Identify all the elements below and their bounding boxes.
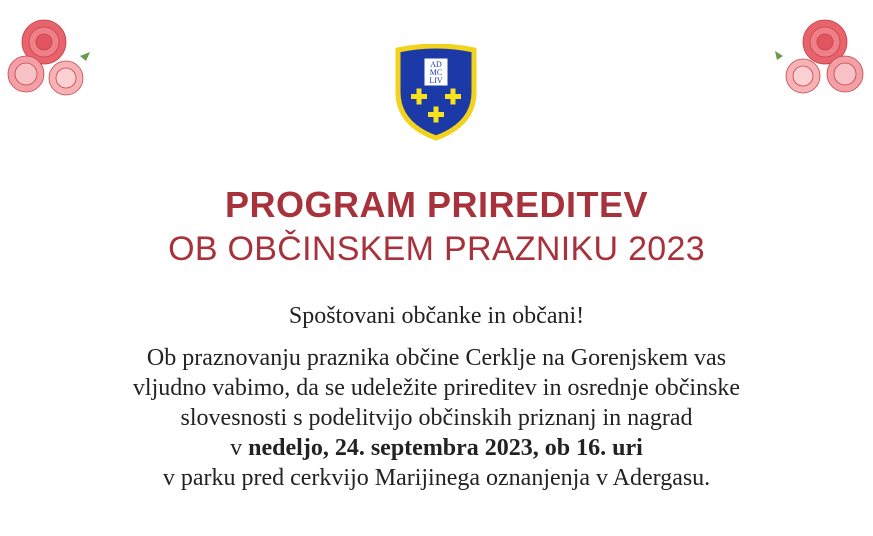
municipal-coat-of-arms-icon [394,44,478,142]
crest-text-line: AD [430,60,442,69]
invitation-line: Ob praznovanju praznika občine Cerklje na Gorenjskem vas [146,345,727,371]
crest-text-line: LIV [429,76,443,85]
greeting-text: Spoštovani občanke in občani! [288,303,585,329]
event-date-prefix: v [230,435,249,461]
carnation-flowers-icon [2,10,102,98]
invitation-line: vljudno vabimo, da se udeležite prireditev in osrednje občinske [132,375,741,401]
crest-text-line: MC [429,68,443,77]
page-title: PROGRAM PRIREDITEV [224,184,649,225]
invitation-line: slovesnosti s podelitvijo občinskih priznanj in nagrad [180,405,693,431]
carnation-flowers-icon [771,10,871,98]
event-location: v parku pred cerkvijo Marijinega oznanjenja v Adergasu. [162,465,711,491]
event-date-line [80,433,793,463]
page-subtitle: OB OBČINSKEM PRAZNIKU 2023 [168,230,705,268]
event-date: nedeljo, 24. septembra 2023, ob 16. uri [248,435,643,461]
invitation-text [80,343,793,493]
